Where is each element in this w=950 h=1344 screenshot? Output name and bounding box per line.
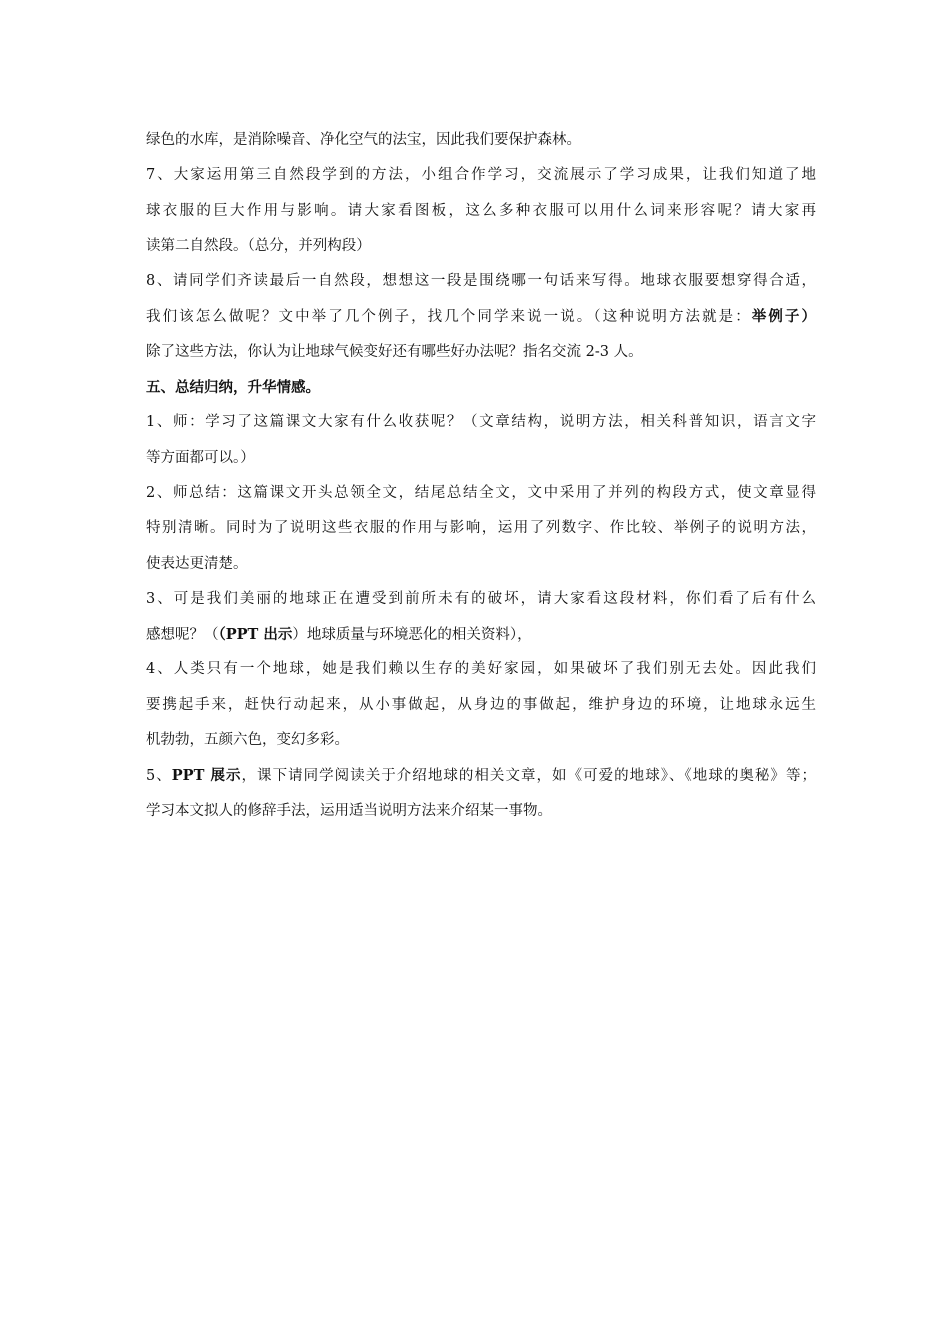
paragraph-line: 绿色的水库，是消除噪音、净化空气的法宝，因此我们要保护森林。: [146, 132, 581, 148]
bold-term: （PPT 出示: [218, 626, 293, 644]
paragraph-line: 5、PPT 展示，课下请同学阅读关于介绍地球的相关文章，如《可爱的地球》、《地球的奥秘》等；: [146, 767, 816, 785]
paragraph-line: 除了这些方法，你认为让地球气候变好还有哪些好办法呢？指名交流 2-3 人。: [146, 343, 643, 360]
paragraph-line: 7、大家运用第三自然段学到的方法，小组合作学习，交流展示了学习成果，让我们知道了地: [146, 167, 816, 184]
paragraph-line: 机勃勃，五颜六色，变幻多彩。: [146, 732, 349, 749]
paragraph-line: 等方面都可以。）: [146, 449, 255, 466]
paragraph-line: 8、请同学们齐读最后一自然段，想想这一段是围绕哪一句话来写得。地球衣服要想穿得合适，: [146, 273, 816, 290]
paragraph-line: 球衣服的巨大作用与影响。请大家看图板，这么多种衣服可以用什么词来形容呢？请大家再: [146, 202, 816, 219]
document-body: [146, 123, 816, 829]
paragraph-line: 感想呢？（（PPT 出示）地球质量与环境恶化的相关资料），: [146, 626, 532, 644]
paragraph-line: 1、师：学习了这篇课文大家有什么收获呢？（文章结构，说明方法，相关科普知识，语言文字: [146, 414, 816, 431]
bold-term: PPT 展示: [171, 767, 242, 785]
paragraph-line: 特别清晰。同时为了说明这些衣服的作用与影响，运用了列数字、作比较、举例子的说明方法，: [146, 520, 816, 537]
paragraph-line: 要携起手来，赶快行动起来，从小事做起，从身边的事做起，维护身边的环境，让地球永远生: [146, 696, 816, 713]
paragraph-line: 学习本文拟人的修辞手法，运用适当说明方法来介绍某一事物。: [146, 802, 552, 819]
section-heading: 五、总结归纳，升华情感。: [146, 379, 320, 397]
paragraph-line: 3、可是我们美丽的地球正在遭受到前所未有的破坏，请大家看这段材料，你们看了后有什么: [146, 590, 816, 607]
paragraph-line: 我们该怎么做呢？文中举了几个例子，找几个同学来说一说。（这种说明方法就是：举例子）: [146, 308, 816, 326]
bold-term: 举例子）: [751, 308, 816, 326]
paragraph-line: 4、人类只有一个地球，她是我们赖以生存的美好家园，如果破坏了我们别无去处。因此我们: [146, 661, 816, 678]
paragraph-line: 使表达更清楚。: [146, 555, 248, 572]
paragraph-line: 读第二自然段。（总分，并列构段）: [146, 237, 371, 254]
paragraph-line: 2、师总结：这篇课文开头总领全文，结尾总结全文，文中采用了并列的构段方式，使文章显得: [146, 484, 816, 501]
